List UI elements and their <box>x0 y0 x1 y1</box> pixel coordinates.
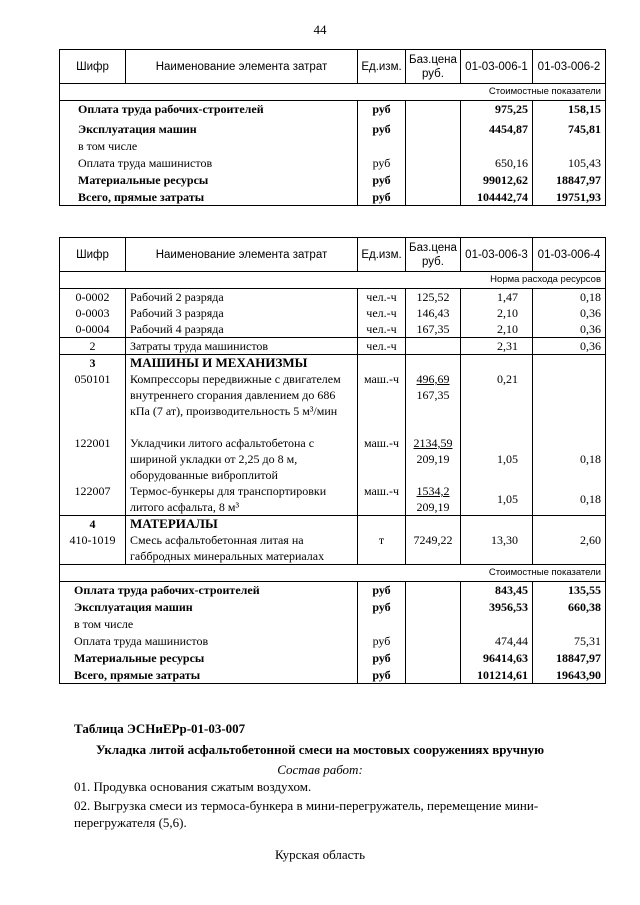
cell-price: 125,52 <box>406 289 461 306</box>
cost-subheader: Стоимостные показатели <box>60 565 606 582</box>
composition-title: Состав работ: <box>277 762 363 777</box>
work-item-2: 02. Выгрузка смеси из термоса-бункера в мини-перегружатель, перемещение мини-перегружателя (5,6). <box>74 798 539 830</box>
cell-name: Компрессоры передвижные с двигателем внутреннего сгорания давлением до 686 кПа (7 ат), производительность 5 м³/мин <box>126 371 358 435</box>
table-row <box>60 305 606 321</box>
cell-unit: руб <box>358 155 406 172</box>
cell-value-1: 2,10 <box>461 321 533 338</box>
cell-price <box>406 516 461 533</box>
cell-name: МАШИНЫ И МЕХАНИЗМЫ <box>126 355 358 372</box>
cell-name: Термос-бункеры для транспортировки литого асфальта, 8 м³ <box>126 483 358 516</box>
cell-name: в том числе <box>74 616 134 631</box>
cell-price <box>406 121 461 138</box>
cell-value-1: 843,45 <box>461 582 533 599</box>
cell-value-2 <box>533 371 606 435</box>
cell-value-2: 0,18 <box>533 483 606 516</box>
table-row <box>60 321 606 338</box>
table-row <box>60 483 606 516</box>
cell-name: Рабочий 3 разряда <box>126 305 358 321</box>
cell-unit <box>358 355 406 372</box>
cell-code <box>60 616 358 633</box>
table-row <box>60 516 606 533</box>
cell-value-1: 1,05 <box>461 435 533 483</box>
table2-costs <box>60 582 606 684</box>
cell-price <box>406 667 461 684</box>
cell-price <box>406 338 461 355</box>
cell-price <box>406 650 461 667</box>
cell-name: Смесь асфальтобетонная литая на габбродных минеральных материалах <box>126 532 358 565</box>
cell-code: 122001 <box>60 435 126 483</box>
cell-name: Эксплуатация машин <box>78 121 197 136</box>
cell-name: Оплата труда рабочих-строителей <box>78 102 264 116</box>
price-bottom: 167,35 <box>416 388 450 402</box>
cell-value-2: 158,15 <box>533 101 606 121</box>
cell-name: Материальные ресурсы <box>74 650 205 665</box>
cell-name: в том числе <box>78 138 138 153</box>
cell-name: Рабочий 4 разряда <box>126 321 358 338</box>
table-row <box>60 172 606 189</box>
cell-value-2: 75,31 <box>533 633 606 650</box>
table-row <box>60 435 606 483</box>
cell-value-2: 0,36 <box>533 305 606 321</box>
cell-value-1: 1,05 <box>461 483 533 516</box>
header-name: Наименование элемента затрат <box>126 50 358 84</box>
price-bottom: 209,19 <box>416 500 450 514</box>
cell-code <box>60 172 358 189</box>
cell-value-2: 18847,97 <box>533 650 606 667</box>
cell-unit: руб <box>358 667 406 684</box>
cell-code <box>60 633 358 650</box>
work-item-1: 01. Продувка основания сжатым воздухом. <box>74 779 312 794</box>
cell-unit: руб <box>358 101 406 121</box>
cell-value-2: 135,55 <box>533 582 606 599</box>
cell-value-1: 650,16 <box>461 155 533 172</box>
cell-code <box>60 121 358 138</box>
cell-unit: маш.-ч <box>358 483 406 516</box>
cell-unit: чел.-ч <box>358 321 406 338</box>
cell-value-1: 2,31 <box>461 338 533 355</box>
cell-value-2: 0,36 <box>533 338 606 355</box>
cell-value-2: 105,43 <box>533 155 606 172</box>
cell-price: 167,35 <box>406 321 461 338</box>
cell-price: 146,43 <box>406 305 461 321</box>
header-base-price: Баз.цена руб. <box>406 50 461 84</box>
header-col1: 01-03-006-1 <box>461 50 533 84</box>
price-top: 2134,59 <box>413 436 453 450</box>
cell-value-2 <box>533 355 606 372</box>
cell-price <box>406 616 461 633</box>
cell-unit: маш.-ч <box>358 371 406 435</box>
cell-value-2: 0,18 <box>533 435 606 483</box>
cell-code: 410-1019 <box>60 532 126 565</box>
table-row <box>60 138 606 155</box>
cell-unit: чел.-ч <box>358 305 406 321</box>
table-row <box>60 338 606 355</box>
cell-code <box>60 650 358 667</box>
table-row <box>60 633 606 650</box>
header-name: Наименование элемента затрат <box>126 238 358 272</box>
cell-value-2 <box>533 516 606 533</box>
table-row <box>60 532 606 565</box>
cell-name: Оплата труда машинистов <box>78 155 213 170</box>
table-row <box>60 355 606 372</box>
cell-price <box>406 155 461 172</box>
cell-unit: руб <box>358 121 406 138</box>
cell-value-2: 2,60 <box>533 532 606 565</box>
cell-value-2 <box>533 138 606 155</box>
cell-name: Затраты труда машинистов <box>126 338 358 355</box>
cell-code: 0-0004 <box>60 321 126 338</box>
subheader: Норма расхода ресурсов <box>60 272 606 289</box>
cell-code: 0-0003 <box>60 305 126 321</box>
table-row <box>60 650 606 667</box>
cell-unit: т <box>358 532 406 565</box>
cell-code <box>60 189 358 206</box>
cell-unit <box>358 138 406 155</box>
table-row <box>60 155 606 172</box>
cell-value-1: 0,21 <box>461 371 533 435</box>
header-unit: Ед.изм. <box>358 238 406 272</box>
cell-value-1: 96414,63 <box>461 650 533 667</box>
cell-value-2: 745,81 <box>533 121 606 138</box>
price-top: 1534,2 <box>416 484 450 498</box>
cell-value-1 <box>461 355 533 372</box>
cell-unit: руб <box>358 599 406 616</box>
cell-name: Укладчики литого асфальтобетона с шириной укладки от 2,25 до 8 м, оборудованные виброплитой <box>126 435 358 483</box>
cell-price: 7249,22 <box>406 532 461 565</box>
table-name: Таблица ЭСНиЕРр-01-03-007 <box>74 721 246 736</box>
cell-name: Рабочий 2 разряда <box>126 289 358 306</box>
cell-code: 4 <box>60 516 126 533</box>
cell-name: Оплата труда рабочих-строителей <box>74 583 260 597</box>
cell-value-1: 4454,87 <box>461 121 533 138</box>
cell-value-1: 3956,53 <box>461 599 533 616</box>
cell-price <box>406 435 461 483</box>
subheader: Стоимостные показатели <box>60 84 606 101</box>
cell-value-2: 0,18 <box>533 289 606 306</box>
cell-unit: руб <box>358 633 406 650</box>
cell-value-2: 0,36 <box>533 321 606 338</box>
table-row <box>60 616 606 633</box>
header-col2: 01-03-006-2 <box>533 50 606 84</box>
table-row <box>60 582 606 599</box>
header-col2: 01-03-006-4 <box>533 238 606 272</box>
cell-price <box>406 101 461 121</box>
price-bottom: 209,19 <box>416 452 450 466</box>
cell-value-1: 101214,61 <box>461 667 533 684</box>
table-row <box>60 101 606 121</box>
cell-code <box>60 667 358 684</box>
table2-body <box>60 289 606 565</box>
table-row <box>60 121 606 138</box>
cell-value-2: 660,38 <box>533 599 606 616</box>
cell-name: Всего, прямые затраты <box>74 667 201 682</box>
cell-name: Всего, прямые затраты <box>78 189 205 204</box>
cell-value-2 <box>533 616 606 633</box>
cell-value-2: 18847,97 <box>533 172 606 189</box>
cell-value-1 <box>461 616 533 633</box>
resource-table-2 <box>59 237 606 684</box>
cell-code <box>60 582 358 599</box>
cell-value-1: 1,47 <box>461 289 533 306</box>
cell-price <box>406 483 461 516</box>
cell-unit: чел.-ч <box>358 338 406 355</box>
cell-code <box>60 155 358 172</box>
cell-unit: руб <box>358 172 406 189</box>
table1-body <box>60 101 606 206</box>
price-top: 496,69 <box>416 372 450 386</box>
page-number: 44 <box>313 22 327 37</box>
table-row <box>60 371 606 435</box>
header-code: Шифр <box>60 50 126 84</box>
table-row <box>60 189 606 206</box>
table-row <box>60 667 606 684</box>
cell-price <box>406 189 461 206</box>
cell-code <box>60 101 358 121</box>
cell-value-2: 19643,90 <box>533 667 606 684</box>
table-row <box>60 289 606 306</box>
cell-code <box>60 599 358 616</box>
cell-code: 122007 <box>60 483 126 516</box>
cell-value-1: 975,25 <box>461 101 533 121</box>
cell-code: 0-0002 <box>60 289 126 306</box>
cell-value-2: 19751,93 <box>533 189 606 206</box>
header-unit: Ед.изм. <box>358 50 406 84</box>
footer-region: Курская область <box>274 847 365 862</box>
cell-value-1 <box>461 138 533 155</box>
cell-name: МАТЕРИАЛЫ <box>126 516 358 533</box>
cell-unit <box>358 616 406 633</box>
cell-price <box>406 355 461 372</box>
cell-unit: чел.-ч <box>358 289 406 306</box>
table-title: Укладка литой асфальтобетонной смеси на мостовых сооружениях вручную <box>95 742 545 757</box>
cell-value-1: 13,30 <box>461 532 533 565</box>
cell-name: Эксплуатация машин <box>74 599 193 614</box>
cell-price <box>406 371 461 435</box>
cell-price <box>406 633 461 650</box>
cell-value-1 <box>461 516 533 533</box>
header-code: Шифр <box>60 238 126 272</box>
cell-code: 3 <box>60 355 126 372</box>
header-base-price: Баз.цена руб. <box>406 238 461 272</box>
header-col1: 01-03-006-3 <box>461 238 533 272</box>
cell-name: Оплата труда машинистов <box>74 633 209 648</box>
cell-price <box>406 172 461 189</box>
cell-value-1: 2,10 <box>461 305 533 321</box>
cell-value-1: 104442,74 <box>461 189 533 206</box>
cell-price <box>406 138 461 155</box>
cell-unit: руб <box>358 650 406 667</box>
cell-name: Материальные ресурсы <box>78 172 209 187</box>
cell-unit: руб <box>358 189 406 206</box>
cell-unit: маш.-ч <box>358 435 406 483</box>
cell-code: 2 <box>60 338 126 355</box>
cell-code <box>60 138 358 155</box>
cell-unit: руб <box>358 582 406 599</box>
cell-price <box>406 582 461 599</box>
cell-value-1: 474,44 <box>461 633 533 650</box>
cell-code: 050101 <box>60 371 126 435</box>
cell-price <box>406 599 461 616</box>
cost-table-1 <box>59 49 606 206</box>
cell-unit <box>358 516 406 533</box>
table-row <box>60 599 606 616</box>
cell-value-1: 99012,62 <box>461 172 533 189</box>
